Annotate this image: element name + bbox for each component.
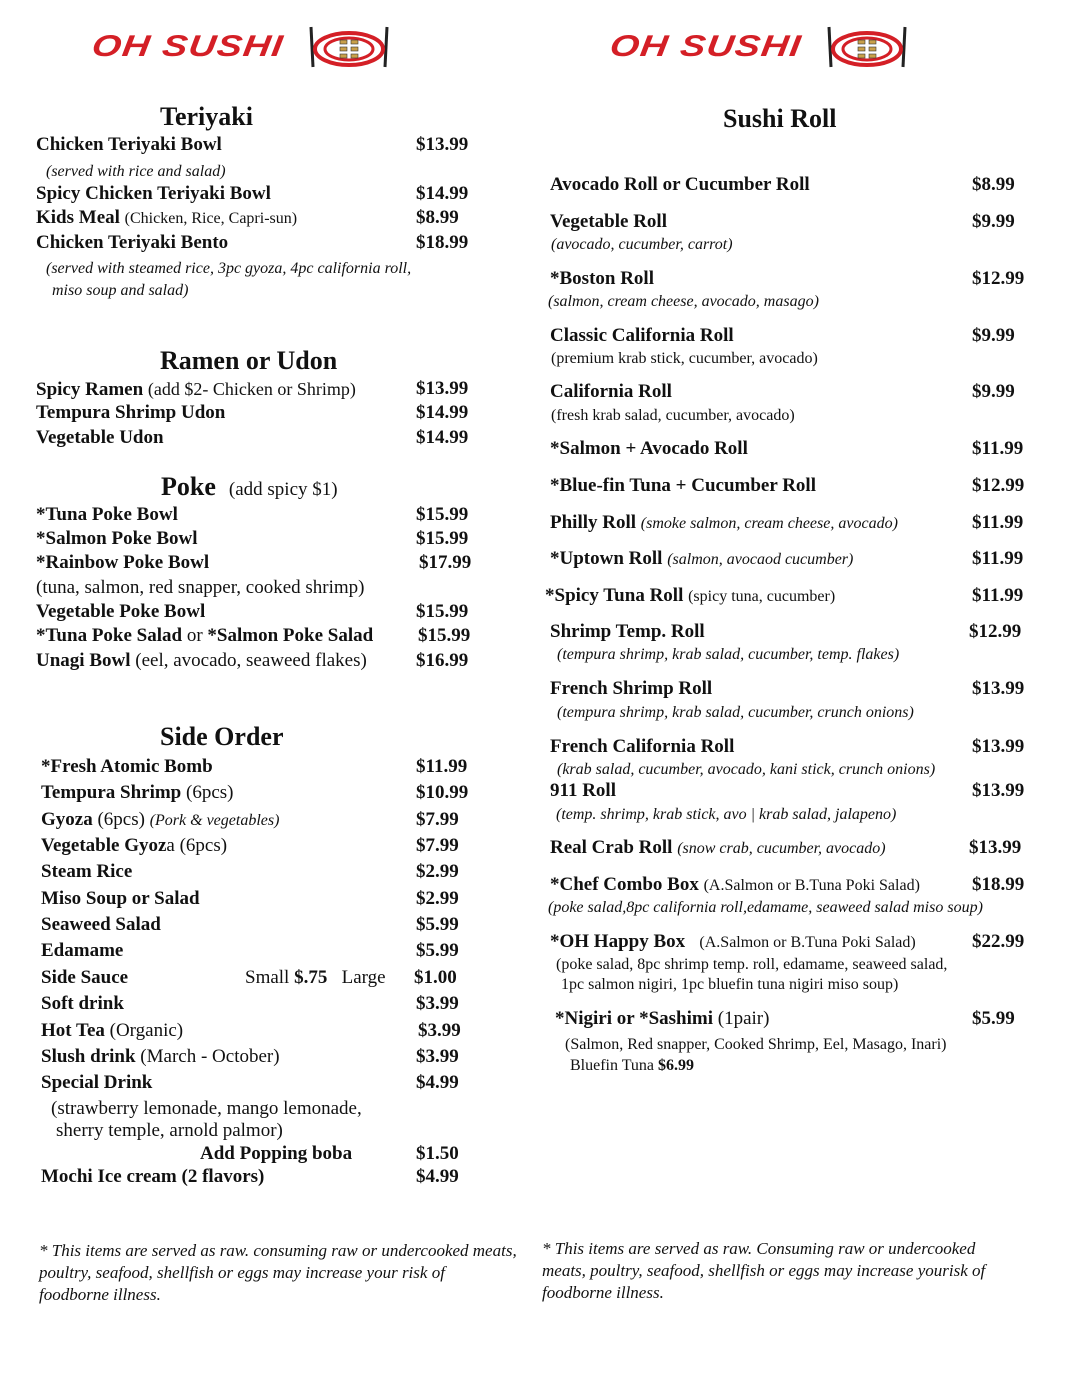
menu-item-desc: (strawberry lemonade, mango lemonade, xyxy=(51,1098,362,1119)
menu-item-price: $10.99 xyxy=(416,782,469,803)
menu-item-price: $13.99 xyxy=(972,736,1025,757)
menu-item-price: $11.99 xyxy=(972,585,1024,606)
side-sauce-small xyxy=(245,967,386,989)
menu-item-inote: (snow crab, cucumber, avocado) xyxy=(677,840,886,857)
menu-item xyxy=(41,782,233,804)
menu-item-note: (1pair) xyxy=(717,1008,770,1029)
menu-item-price: $4.99 xyxy=(416,1166,459,1187)
menu-item-price: $5.99 xyxy=(972,1008,1015,1029)
menu-item-desc: (temp. shrimp, krab stick, avo | krab salad, jalapeno) xyxy=(556,806,897,823)
menu-item-name: Spicy Chicken Teriyaki Bowl xyxy=(36,183,271,204)
menu-item-name: *Fresh Atomic Bomb xyxy=(41,756,213,777)
menu-item-price: $11.99 xyxy=(972,438,1024,459)
menu-item-price: $18.99 xyxy=(972,874,1025,895)
menu-item-price: $15.99 xyxy=(418,625,471,646)
raw-food-disclaimer: * This items are served as raw. consuming raw or undercooked meats, poultry, seafood, shellfish or eggs may increase your risk of foodborne illness. xyxy=(39,1241,517,1304)
menu-item-name: Philly Roll xyxy=(550,512,637,533)
menu-item-price: $12.99 xyxy=(972,475,1025,496)
menu-item-price: $13.99 xyxy=(972,780,1025,801)
bluefin-label: Bluefin Tuna xyxy=(570,1057,655,1074)
section-title-ramen: Ramen or Udon xyxy=(160,346,338,375)
menu-item-name: French California Roll xyxy=(550,736,735,757)
menu-item-name: Add Popping boba xyxy=(200,1143,353,1164)
menu-item-inote: (Pork & vegetables) xyxy=(149,812,280,829)
menu-item-price: $9.99 xyxy=(972,211,1015,232)
menu-item-price: $15.99 xyxy=(416,528,469,549)
menu-item-name: *OH Happy Box xyxy=(550,931,686,952)
menu-item-name: Special Drink xyxy=(41,1072,153,1093)
menu-item-desc: (served with rice and salad) xyxy=(46,163,226,180)
menu-item-name: 911 Roll xyxy=(550,780,616,801)
menu-item-price: $9.99 xyxy=(972,381,1015,402)
menu-item-desc: (Salmon, Red snapper, Cooked Shrimp, Eel, Masago, Inari) xyxy=(565,1036,947,1053)
menu-item-desc: 1pc salmon nigiri, 1pc bluefin tuna nigiri miso soup) xyxy=(561,976,899,993)
menu-item-or: or xyxy=(186,625,203,646)
menu-item-price: $2.99 xyxy=(416,861,459,882)
menu-item-name: Tempura Shrimp Udon xyxy=(36,402,226,423)
menu-item xyxy=(555,1008,769,1030)
brand-logo-left xyxy=(89,22,395,72)
menu-item-desc: sherry temple, arnold palmor) xyxy=(56,1120,283,1141)
menu-item-price: $1.00 xyxy=(414,967,457,988)
menu-item-price: $13.99 xyxy=(972,678,1025,699)
menu-item-name: Avocado Roll or Cucumber Roll xyxy=(550,174,810,195)
menu-item-price: $3.99 xyxy=(416,993,459,1014)
menu-item-price: $4.99 xyxy=(416,1072,459,1093)
menu-item-desc: (poke salad, 8pc shrimp temp. roll, edamame, seaweed salad, xyxy=(556,956,948,973)
menu-item-price: $12.99 xyxy=(972,268,1025,289)
menu-item xyxy=(550,548,853,571)
sushi-plate-chopsticks-icon xyxy=(303,25,395,69)
menu-item-name: Vegetable Poke Bowl xyxy=(36,601,206,622)
menu-item-name: *Uptown Roll xyxy=(550,548,663,569)
menu-item xyxy=(550,512,898,535)
menu-item-desc: (served with steamed rice, 3pc gyoza, 4pc california roll, xyxy=(46,260,412,277)
menu-item-desc: (salmon, cream cheese, avocado, masago) xyxy=(548,293,819,310)
menu-item-price: $13.99 xyxy=(416,134,469,155)
menu-item-price: $3.99 xyxy=(418,1020,461,1041)
menu-item-price: $13.99 xyxy=(416,378,469,399)
menu-item-name-alt: *Salmon Poke Salad xyxy=(207,625,374,646)
menu-item-note: (Organic) xyxy=(109,1020,184,1041)
menu-item-name: Kids Meal xyxy=(36,207,120,228)
menu-item-price: $17.99 xyxy=(419,552,472,573)
menu-item xyxy=(36,625,373,647)
sushi-plate-chopsticks-icon xyxy=(821,25,913,69)
menu-item-note: (A.Salmon or B.Tuna Poki Salad) xyxy=(703,877,920,894)
menu-item-note: (Chicken, Rice, Capri-sun) xyxy=(124,210,298,227)
menu-item-name: Miso Soup or Salad xyxy=(41,888,200,909)
menu-item-price: $14.99 xyxy=(416,402,469,423)
menu-item-note: (add $2- Chicken or Shrimp) xyxy=(147,379,356,399)
bluefin-price: $6.99 xyxy=(658,1057,695,1074)
menu-item-name: Vegetable Udon xyxy=(36,427,164,448)
menu-item xyxy=(545,585,835,608)
menu-item-desc: (tempura shrimp, krab salad, cucumber, temp. flakes) xyxy=(557,646,900,663)
menu-item-name: California Roll xyxy=(550,381,672,402)
size-price: $.75 xyxy=(294,967,328,988)
menu-item-note: (6pcs) xyxy=(186,782,234,803)
menu-item-name: Steam Rice xyxy=(41,861,133,882)
menu-item-desc: (fresh krab salad, cucumber, avocado) xyxy=(551,407,795,424)
menu-item xyxy=(550,837,886,860)
section-title-text: Poke xyxy=(161,472,216,501)
menu-item-name: Real Crab Roll xyxy=(550,837,673,858)
menu-item-name: Soft drink xyxy=(41,993,124,1014)
menu-item-price: $22.99 xyxy=(972,931,1025,952)
menu-item-price: $15.99 xyxy=(416,601,469,622)
menu-item-price: $15.99 xyxy=(416,504,469,525)
menu-item-price: $1.50 xyxy=(416,1143,459,1164)
menu-item-price: $12.99 xyxy=(969,621,1022,642)
menu-item-name: *Chef Combo Box xyxy=(550,874,699,895)
menu-item-name: Spicy Ramen xyxy=(36,379,144,400)
menu-item-note: (6pcs) xyxy=(179,835,228,856)
menu-item xyxy=(550,874,920,897)
menu-item-note: (A.Salmon or B.Tuna Poki Salad) xyxy=(699,934,916,951)
menu-item-name: Side Sauce xyxy=(41,967,129,988)
menu-item-price: $8.99 xyxy=(972,174,1015,195)
menu-item-note: (6pcs) xyxy=(97,809,145,830)
menu-item-price: $14.99 xyxy=(416,427,469,448)
menu-item-name: Mochi Ice cream (2 flavors) xyxy=(41,1166,265,1187)
menu-item xyxy=(36,378,356,401)
menu-item-name: *Blue-fin Tuna + Cucumber Roll xyxy=(550,475,816,496)
menu-item-name: Shrimp Temp. Roll xyxy=(550,621,705,642)
menu-item-name: Classic California Roll xyxy=(550,325,734,346)
menu-item-desc: miso soup and salad) xyxy=(52,282,189,299)
menu-item-price: $9.99 xyxy=(972,325,1015,346)
section-title-poke xyxy=(161,472,338,502)
menu-item-price: $5.99 xyxy=(416,940,459,961)
menu-item-desc: (krab salad, cucumber, avocado, kani stick, crunch onions) xyxy=(557,761,936,778)
menu-item-price: $7.99 xyxy=(416,835,459,856)
menu-item xyxy=(36,650,367,672)
menu-item-note: (spicy tuna, cucumber) xyxy=(688,588,836,605)
menu-item xyxy=(550,931,916,954)
menu-item-name: *Rainbow Poke Bowl xyxy=(36,552,210,573)
menu-item-desc xyxy=(570,1055,694,1076)
menu-item-name: Vegetable Gyoz xyxy=(41,835,167,856)
menu-item-name: French Shrimp Roll xyxy=(550,678,713,699)
menu-item-name: Vegetable Roll xyxy=(550,211,667,232)
brand-name: OH SUSHI xyxy=(89,30,286,63)
menu-item-name-tail: a xyxy=(166,835,175,856)
menu-item-name: *Spicy Tuna Roll xyxy=(545,585,684,606)
menu-item xyxy=(41,1020,183,1042)
menu-item-price: $14.99 xyxy=(416,183,469,204)
brand-logo-right xyxy=(607,22,913,72)
menu-item-price: $11.99 xyxy=(416,756,468,777)
menu-item-desc: (avocado, cucumber, carrot) xyxy=(551,236,733,253)
menu-item-note: (eel, avocado, seaweed flakes) xyxy=(135,650,367,671)
section-title-note: (add spicy $1) xyxy=(228,479,338,500)
menu-item-inote: (salmon, avocaod cucumber) xyxy=(667,551,854,568)
menu-item-name: *Tuna Poke Salad xyxy=(36,625,183,646)
menu-item-desc: (poke salad,8pc california roll,edamame, seaweed salad miso soup) xyxy=(548,899,983,916)
section-title-sushi-roll: Sushi Roll xyxy=(723,104,837,133)
menu-item-price: $16.99 xyxy=(416,650,469,671)
menu-item-price: $2.99 xyxy=(416,888,459,909)
size-label: Small xyxy=(245,967,290,988)
menu-item xyxy=(41,835,227,857)
section-title-teriyaki: Teriyaki xyxy=(160,102,253,131)
brand-name: OH SUSHI xyxy=(607,30,804,63)
section-title-side-order: Side Order xyxy=(160,722,284,751)
menu-item-name: Gyoza xyxy=(41,809,93,830)
menu-item-price: $3.99 xyxy=(416,1046,459,1067)
menu-item-name: Edamame xyxy=(41,940,124,961)
menu-item-price: $8.99 xyxy=(416,207,459,228)
menu-item-name: *Nigiri or *Sashimi xyxy=(555,1008,713,1029)
menu-item-desc: (premium krab stick, cucumber, avocado) xyxy=(551,350,818,367)
menu-item xyxy=(36,207,297,230)
size-label: Large xyxy=(341,967,386,988)
menu-item-price: $13.99 xyxy=(969,837,1022,858)
menu-item-name: Seaweed Salad xyxy=(41,914,161,935)
menu-item-desc: (tuna, salmon, red snapper, cooked shrimp) xyxy=(36,577,365,598)
menu-item-price: $11.99 xyxy=(972,512,1024,533)
menu-item-desc: (tempura shrimp, krab salad, cucumber, crunch onions) xyxy=(557,704,914,721)
menu-item-name: Tempura Shrimp xyxy=(41,782,182,803)
menu-item xyxy=(41,809,279,832)
menu-item-name: *Salmon Poke Bowl xyxy=(36,528,198,549)
menu-item-name: Slush drink xyxy=(41,1046,136,1067)
menu-item-price: $5.99 xyxy=(416,914,459,935)
menu-item-price: $11.99 xyxy=(972,548,1024,569)
menu-item-name: Unagi Bowl xyxy=(36,650,131,671)
menu-item-name: *Boston Roll xyxy=(550,268,654,289)
menu-item-inote: (smoke salmon, cream cheese, avocado) xyxy=(640,515,898,532)
menu-item-price: $7.99 xyxy=(416,809,459,830)
raw-food-disclaimer: * This items are served as raw. Consuming raw or undercooked meats, poultry, seafood, shellfish or eggs may increase yourisk of foodborne illness. xyxy=(542,1239,986,1302)
menu-item-name: Chicken Teriyaki Bowl xyxy=(36,134,222,155)
menu-item-price: $18.99 xyxy=(416,232,469,253)
menu-item-name: Hot Tea xyxy=(41,1020,105,1041)
menu-item-name: *Salmon + Avocado Roll xyxy=(550,438,748,459)
menu-item-note: (March - October) xyxy=(140,1046,280,1067)
menu-item-name: Chicken Teriyaki Bento xyxy=(36,232,229,253)
menu-item-name: *Tuna Poke Bowl xyxy=(36,504,178,525)
menu-item xyxy=(41,1046,280,1068)
